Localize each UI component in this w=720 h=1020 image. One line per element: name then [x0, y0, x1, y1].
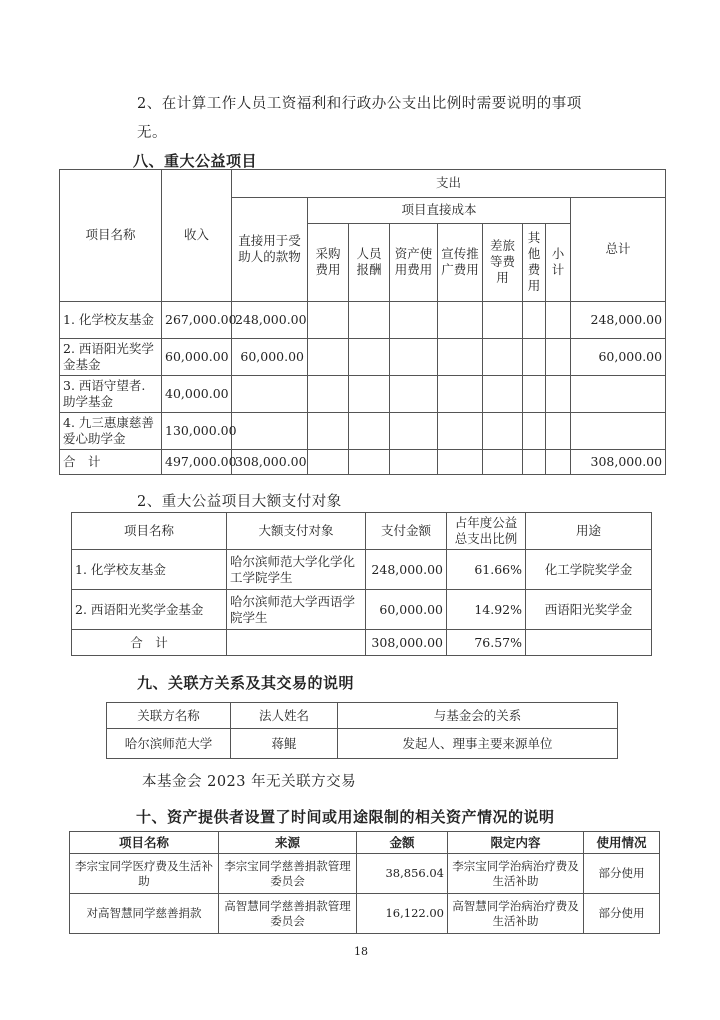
col-header-relation: 与基金会的关系 [338, 703, 618, 729]
sum-direct: 308,000.00 [232, 450, 308, 475]
table-row [72, 590, 652, 630]
table-row [60, 301, 666, 338]
section-8-heading: 八、重大公益项目 [133, 152, 258, 170]
intro-line-1: 2、在计算工作人员工资福利和行政办公支出比例时需要说明的事项 [137, 96, 582, 112]
sum-ratio: 76.57% [447, 630, 526, 656]
col-header-project-cost: 项目直接成本 [308, 197, 571, 223]
payment-ratio: 61.66% [447, 550, 526, 590]
sum-income: 497,000.00 [162, 450, 232, 475]
intro-line-2: 无。 [137, 125, 167, 141]
direct-amount [232, 376, 308, 413]
income: 60,000.00 [162, 338, 232, 375]
col-header-subtotal: 小计 [546, 223, 571, 301]
col-header-other: 其他费用 [523, 223, 546, 301]
col-header-limit: 限定内容 [448, 832, 584, 854]
col-header-amount: 支付金额 [366, 513, 447, 550]
related-party-name: 哈尔滨师范大学 [107, 729, 231, 759]
relation: 发起人、理事主要来源单位 [338, 729, 618, 759]
limit-content: 高智慧同学治病治疗费及生活补助 [448, 894, 584, 934]
sum-total: 308,000.00 [571, 450, 666, 475]
col-header-name: 项目名称 [72, 513, 227, 550]
total: 248,000.00 [571, 301, 666, 338]
table-sum-row [60, 450, 666, 475]
sum-amount: 308,000.00 [366, 630, 447, 656]
section-9-heading: 九、关联方关系及其交易的说明 [137, 674, 355, 692]
table-row [60, 376, 666, 413]
section-8-2-heading: 2、重大公益项目大额支付对象 [137, 494, 342, 510]
col-header-total: 总计 [571, 197, 666, 301]
col-header-use: 用途 [526, 513, 652, 550]
direct-amount: 248,000.00 [232, 301, 308, 338]
payment-amount: 248,000.00 [366, 550, 447, 590]
col-header-promo: 宣传推广费用 [438, 223, 483, 301]
table-row [107, 729, 618, 759]
table-row [70, 854, 660, 894]
amount: 16,122.00 [357, 894, 448, 934]
income: 267,000.00 [162, 301, 232, 338]
col-header-direct: 直接用于受助人的款物 [232, 197, 308, 301]
project-name: 1. 化学校友基金 [60, 301, 162, 338]
col-header-ratio: 占年度公益总支出比例 [447, 513, 526, 550]
direct-amount [232, 413, 308, 450]
limit-content: 李宗宝同学治病治疗费及生活补助 [448, 854, 584, 894]
project-name: 1. 化学校友基金 [72, 550, 227, 590]
total [571, 376, 666, 413]
section-9-note: 本基金会 2023 年无关联方交易 [142, 774, 357, 790]
col-header-income: 收入 [162, 170, 232, 302]
table-sum-row [72, 630, 652, 656]
payment-target: 哈尔滨师范大学化学化工学院学生 [227, 550, 366, 590]
project-name: 李宗宝同学医疗费及生活补助 [70, 854, 219, 894]
source: 高智慧同学慈善捐款管理委员会 [219, 894, 357, 934]
source: 李宗宝同学慈善捐款管理委员会 [219, 854, 357, 894]
project-name: 4. 九三惠康慈善爱心助学金 [60, 413, 162, 450]
section-10-heading: 十、资产提供者设置了时间或用途限制的相关资产情况的说明 [136, 808, 555, 826]
col-header-amount: 金额 [357, 832, 448, 854]
col-header-party: 关联方名称 [107, 703, 231, 729]
payment-ratio: 14.92% [447, 590, 526, 630]
related-party-table [106, 702, 618, 759]
page-number: 18 [354, 945, 368, 958]
total: 60,000.00 [571, 338, 666, 375]
table-row [60, 413, 666, 450]
table-row [70, 894, 660, 934]
col-header-purchase: 采购费用 [308, 223, 349, 301]
sum-label: 合 计 [72, 630, 227, 656]
col-header-name: 项目名称 [60, 170, 162, 302]
amount: 38,856.04 [357, 854, 448, 894]
col-header-asset: 资产使用费用 [390, 223, 438, 301]
large-payment-table [71, 512, 652, 656]
payment-amount: 60,000.00 [366, 590, 447, 630]
table-row [60, 338, 666, 375]
income: 130,000.00 [162, 413, 232, 450]
major-projects-table [59, 169, 666, 475]
col-header-name: 项目名称 [70, 832, 219, 854]
payment-target: 哈尔滨师范大学西语学院学生 [227, 590, 366, 630]
col-header-legal: 法人姓名 [231, 703, 338, 729]
project-name: 2. 西语阳光奖学金基金 [60, 338, 162, 375]
project-name: 2. 西语阳光奖学金基金 [72, 590, 227, 630]
col-header-usage: 使用情况 [584, 832, 660, 854]
col-header-source: 来源 [219, 832, 357, 854]
sum-label: 合 计 [60, 450, 162, 475]
payment-use: 西语阳光奖学金 [526, 590, 652, 630]
usage-status: 部分使用 [584, 854, 660, 894]
direct-amount: 60,000.00 [232, 338, 308, 375]
col-header-pay: 人员报酬 [349, 223, 390, 301]
project-name: 对高智慧同学慈善捐款 [70, 894, 219, 934]
usage-status: 部分使用 [584, 894, 660, 934]
col-header-expense: 支出 [232, 170, 666, 198]
payment-use: 化工学院奖学金 [526, 550, 652, 590]
table-row [72, 550, 652, 590]
total [571, 413, 666, 450]
legal-person: 蒋鲲 [231, 729, 338, 759]
project-name: 3. 西语守望者. 助学基金 [60, 376, 162, 413]
income: 40,000.00 [162, 376, 232, 413]
restricted-assets-table [69, 831, 660, 934]
col-header-travel: 差旅等费用 [483, 223, 523, 301]
col-header-target: 大额支付对象 [227, 513, 366, 550]
